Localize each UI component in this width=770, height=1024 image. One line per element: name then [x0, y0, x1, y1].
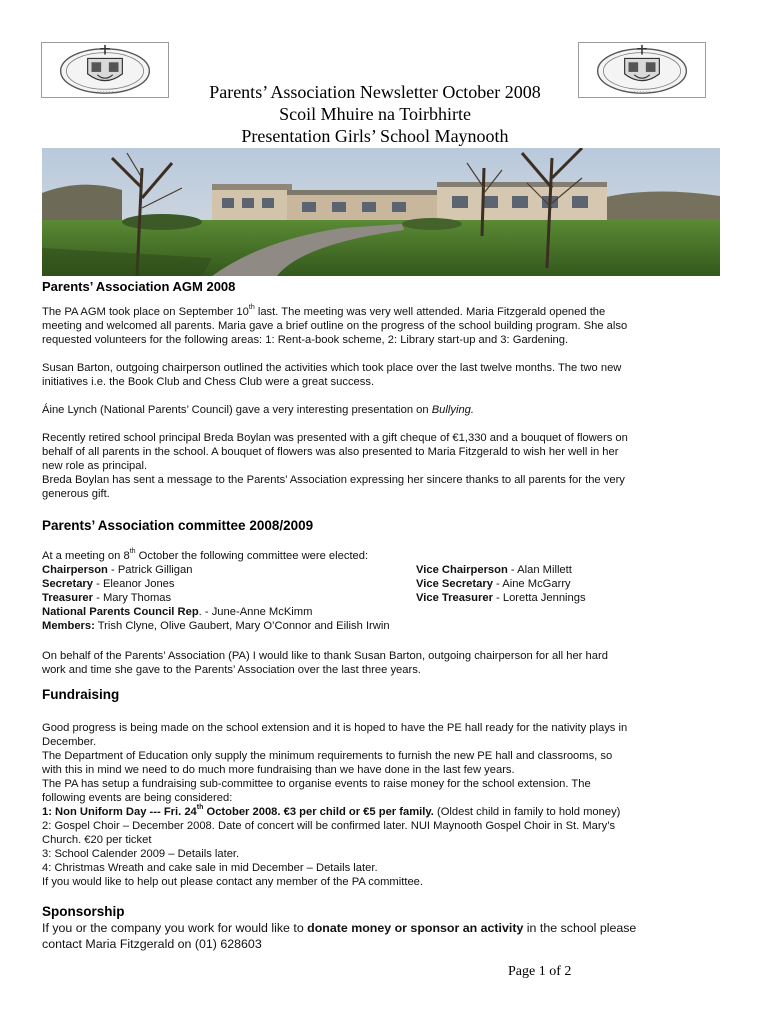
- sponsorship-body: [42, 920, 732, 952]
- event-4: 4: Christmas Wreath and cake sale in mid December – Details later.: [42, 862, 378, 874]
- agm-paragraph-1: [42, 305, 732, 347]
- agm-heading: Parents’ Association AGM 2008: [42, 279, 236, 294]
- sponsorship-text-cont: in the school please: [523, 921, 637, 935]
- agm-paragraph-3: [42, 403, 732, 417]
- event-1-price: October 2008. €3 per child or €5 per family.: [203, 806, 434, 818]
- agm-p4-line5: generous gift.: [42, 488, 110, 500]
- npc-rep-label: National Parents Council Rep: [42, 606, 199, 618]
- vice-chairperson-label: Vice Chairperson: [416, 564, 508, 576]
- agm-p4-line4: Breda Boylan has sent a message to the Parents’ Association expressing her sincere thanks to all parents for the very: [42, 474, 625, 486]
- sponsorship-contact: contact Maria Fitzgerald on (01) 628603: [42, 937, 262, 951]
- committee-intro-sup: th: [129, 548, 136, 556]
- fundraising-line3: The Department of Education only supply the minimum requirements to furnish the new PE hall and classrooms, so: [42, 750, 613, 762]
- event-2-line1: 2: Gospel Choir – December 2008. Date of concert will be confirmed later. NUI Maynooth Gospel Choir in St. Mary’s: [42, 820, 616, 832]
- agm-p2-line1: Susan Barton, outgoing chairperson outlined the activities which took place over the last twelve months. The two new: [42, 362, 622, 374]
- npc-rep-value: . - June-Anne McKimm: [198, 606, 313, 618]
- event-1: [42, 805, 732, 819]
- sponsorship-emphasis: donate money or sponsor an activity: [307, 921, 524, 935]
- vice-treasurer-label: Vice Treasurer: [416, 592, 493, 604]
- agm-p2-line2: initiatives i.e. the Book Club and Chess Club were a great success.: [42, 376, 375, 388]
- agm-p1-line3: requested volunteers for the following areas: 1: Rent-a-book scheme, 2: Library start-up and 3: Gardening.: [42, 334, 569, 346]
- committee-intro-cont: October the following committee were elected:: [135, 550, 369, 562]
- fundraising-line1: Good progress is being made on the school extension and it is hoped to have the PE hall ready for the nativity plays in: [42, 722, 628, 734]
- thanks-line2: work and time she gave to the Parents’ Association over the last three years.: [42, 664, 421, 676]
- fundraising-body: [42, 721, 732, 889]
- vice-treasurer-value: - Loretta Jennings: [492, 592, 586, 604]
- secretary-label: Secretary: [42, 578, 94, 590]
- agm-p4-line3: new role as principal.: [42, 460, 148, 472]
- committee-row-treasurer: [42, 591, 732, 605]
- sponsorship-text: If you or the company you work for would like to: [42, 921, 308, 935]
- sponsorship-heading: Sponsorship: [42, 904, 125, 919]
- fundraising-line2: December.: [42, 736, 97, 748]
- event-1-note: (Oldest child in family to hold money): [433, 806, 621, 818]
- agm-p3-italic: Bullying.: [431, 404, 475, 416]
- agm-p1-text: The PA AGM took place on September 10: [42, 306, 249, 318]
- members-value: Trish Clyne, Olive Gaubert, Mary O’Connor and Eilish Irwin: [94, 620, 390, 632]
- newsletter-title: Parents’ Association Newsletter October 2008: [209, 82, 541, 102]
- committee-intro: At a meeting on 8: [42, 550, 130, 562]
- treasurer-label: Treasurer: [42, 592, 93, 604]
- school-english-name: Presentation Girls’ School Maynooth: [241, 126, 509, 146]
- vice-secretary-label: Vice Secretary: [416, 578, 493, 590]
- committee-list: [42, 549, 732, 633]
- agm-p4-line1: Recently retired school principal Breda Boylan was presented with a gift cheque of €1,330 and a bouquet of flowers on: [42, 432, 628, 444]
- chairperson-label: Chairperson: [42, 564, 108, 576]
- chairperson-value: - Patrick Gilligan: [107, 564, 193, 576]
- fundraising-help: If you would like to help out please contact any member of the PA committee.: [42, 876, 423, 888]
- school-irish-name: Scoil Mhuire na Toirbhirte: [279, 104, 471, 124]
- event-1-title: 1: Non Uniform Day --- Fri. 24: [42, 806, 197, 818]
- thanks-line1: On behalf of the Parents’ Association (PA) I would like to thank Susan Barton, outgoing chairperson for all her hard: [42, 650, 608, 662]
- committee-row-secretary: [42, 577, 732, 591]
- svg-text:· · · · · ·: · · · · · ·: [633, 90, 651, 96]
- agm-p4-line2: behalf of all parents in the school. A bouquet of flowers was also presented to Maria Fitzgerald to wish her well in her: [42, 446, 619, 458]
- fundraising-line4: with this in mind we need to do much more fundraising than we have done in the last few years.: [42, 764, 515, 776]
- committee-thanks: [42, 649, 732, 677]
- page-number: Page 1 of 2: [508, 964, 572, 979]
- agm-p1-text-cont: last. The meeting was very well attended. Maria Fitzgerald opened the: [254, 306, 606, 318]
- fundraising-heading: Fundraising: [42, 687, 120, 702]
- event-3: 3: School Calender 2009 – Details later.: [42, 848, 240, 860]
- secretary-value: - Eleanor Jones: [93, 578, 175, 590]
- committee-heading: Parents’ Association committee 2008/2009: [42, 518, 314, 533]
- fundraising-line6: following events are being considered:: [42, 792, 233, 804]
- members-label: Members:: [42, 620, 95, 632]
- vice-chairperson-value: - Alan Millett: [507, 564, 572, 576]
- vice-secretary-value: - Aine McGarry: [492, 578, 571, 590]
- agm-p1-line2: meeting and welcomed all parents. Maria gave a brief outline on the progress of the school building program. She also: [42, 320, 628, 332]
- event-2-line2: Church. €20 per ticket: [42, 834, 152, 846]
- agm-p1-sup: th: [248, 304, 255, 312]
- event-1-sup: th: [196, 804, 204, 812]
- agm-paragraph-2: [42, 361, 732, 389]
- agm-paragraph-4: [42, 431, 732, 501]
- agm-p3-text: Áine Lynch (National Parents’ Council) gave a very interesting presentation on: [42, 404, 432, 416]
- svg-text:· · · · · ·: · · · · · ·: [96, 90, 114, 96]
- fundraising-line5: The PA has setup a fundraising sub-committee to organise events to raise money for the school extension. The: [42, 778, 591, 790]
- school-photo: [42, 148, 720, 276]
- treasurer-value: - Mary Thomas: [93, 592, 172, 604]
- committee-row-chair: [42, 563, 732, 577]
